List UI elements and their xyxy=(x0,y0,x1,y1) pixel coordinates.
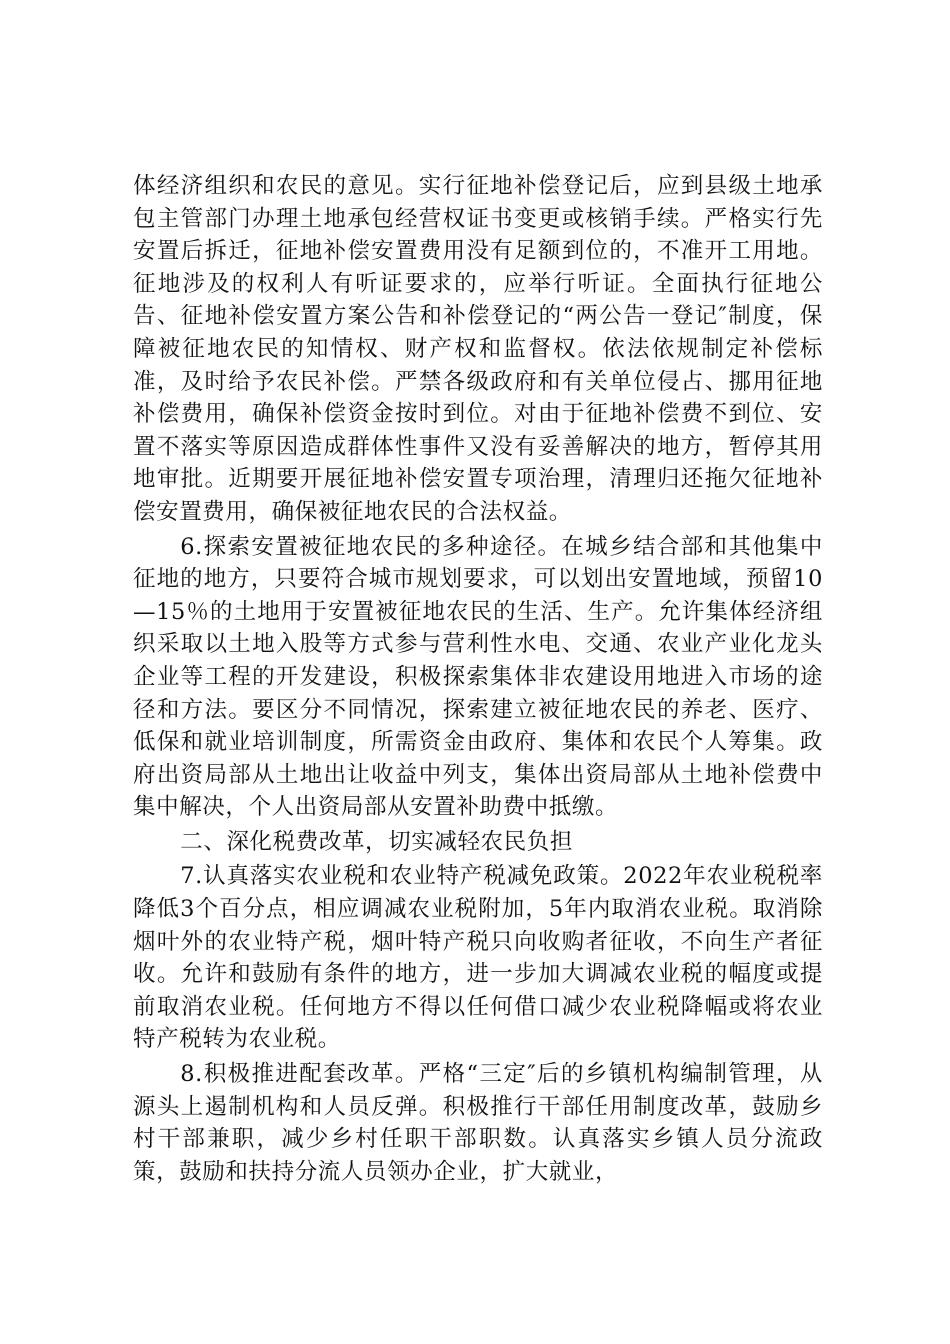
section-heading-2: 二、深化税费改革，切实减轻农民负担 xyxy=(180,828,573,855)
paragraph-item-6: 6.探索安置被征地农民的多种途径。在城乡结合部和其他集中征地的地方，只要符合城市规划要求，可以划出安置地域，预留10—15％的土地用于安置被征地农民的生活、生产。允许集体经济组织采取以土地入股等方式参与营利性水电、交通、农业产业化龙头企业等工程的开发建设，积极探索集体非农建设用地进入市场的途径和方法。要区分不同情况，探索建立被征地农民的养老、医疗、低保和就业培训制度，所需资金由政府、集体和农民个人筹集。政府出资局部从土地出让收益中列支，集体出资局部从土地补偿费中集中解决，个人出资局部从安置补助费中抵缴。 xyxy=(133,533,823,821)
paragraph-item-7: 7.认真落实农业税和农业特产税减免政策。2022年农业税税率降低3个百分点，相应调减农业税附加，5年内取消农业税。取消除烟叶外的农业特产税，烟叶特产税只向收购者征收，不向生产者征收。允许和鼓励有条件的地方，进一步加大调减农业税的幅度或提前取消农业税。任何地方不得以任何借口减少农业税降幅或将农业特产税转为农业税。 xyxy=(133,863,823,1053)
paragraph-continuation: 体经济组织和农民的意见。实行征地补偿登记后，应到县级土地承包主管部门办理土地承包经营权证书变更或核销手续。严格实行先安置后拆迁，征地补偿安置费用没有足额到位的，不准开工用地。征地涉及的权利人有听证要求的，应举行听证。全面执行征地公告、征地补偿安置方案公告和补偿登记的“两公告一登记″制度，保障被征地农民的知情权、财产权和监督权。依法依规制定补偿标准，及时给予农民补偿。严禁各级政府和有关单位侵占、挪用征地补偿费用，确保补偿资金按时到位。对由于征地补偿费不到位、安置不落实等原因造成群体性事件又没有妥善解决的地方，暂停其用地审批。近期要开展征地补偿安置专项治理，清理归还拖欠征地补偿安置费用，确保被征地农民的合法权益。 xyxy=(133,173,823,525)
paragraph-item-8: 8.积极推进配套改革。严格“三定″后的乡镇机构编制管理，从源头上遏制机构和人员反弹。积极推行干部任用制度改革，鼓励乡村干部兼职，减少乡村任职干部职数。认真落实乡镇人员分流政策，鼓励和扶持分流人员领办企业，扩大就业， xyxy=(133,1061,823,1185)
document-body xyxy=(133,170,823,1188)
